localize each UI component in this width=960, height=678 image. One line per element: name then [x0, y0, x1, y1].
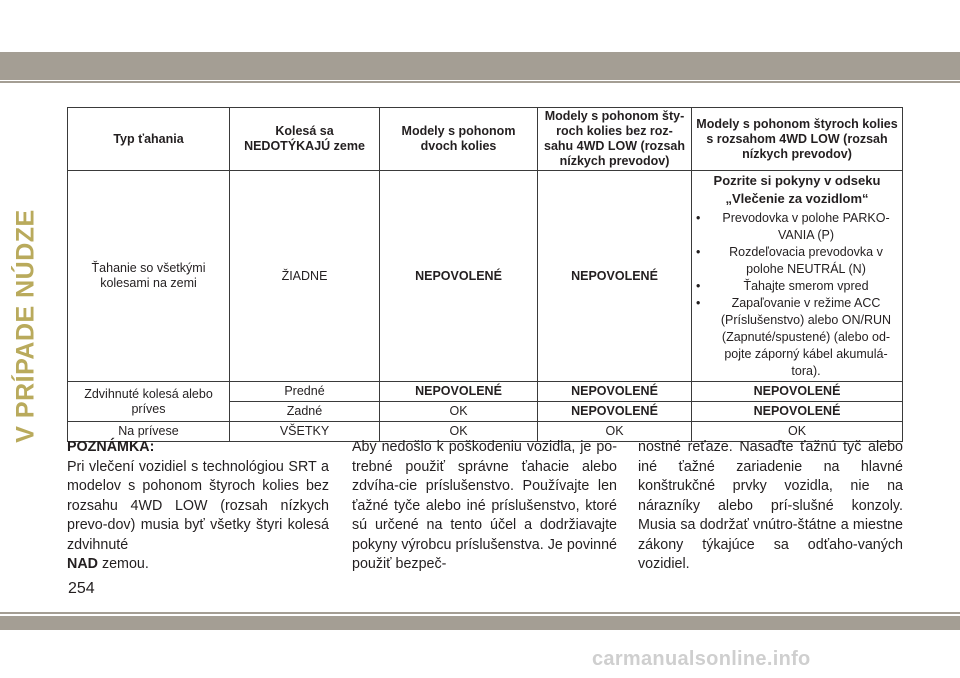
footer-rule	[0, 612, 960, 614]
table-row-ground	[68, 171, 903, 382]
cell-4wd-no-low-trailer: OK	[538, 422, 692, 442]
cell-type-trailer: Na prívese	[68, 422, 230, 442]
instruction-item: • Rozdeľovacia prevodovka v polohe NEUTRÁL (N)	[696, 244, 898, 278]
header-tow-type: Typ ťahania	[68, 108, 230, 171]
header-band	[0, 52, 960, 80]
watermark: carmanualsonline.info	[592, 648, 811, 670]
header-wheels-off-ground: Kolesá sa NEDOTÝKAJÚ zeme	[230, 108, 380, 171]
cell-wheels-front: Predné	[230, 382, 380, 402]
section-side-title-text: V PRÍPADE NÚDZE	[11, 209, 40, 443]
header-4wd-low: Modely s pohonom štyroch kolies s rozsahom 4WD LOW (rozsah nízkych prevodov)	[692, 108, 903, 171]
footer-band	[0, 616, 960, 630]
cell-4wd-low-rear: NEPOVOLENÉ	[692, 402, 903, 422]
body-paragraph-3: nostné reťaze. Nasaďte ťažnú tyč alebo iné ťažné zariadenie na hlavné konštrukčné prvky vozidla, nie na nárazníky alebo prí-slušné konzoly. Musia sa dodržať vnútro-štátne a miestne zákony týkajúce sa odťaho-vaných vozidiel.	[638, 439, 903, 572]
body-paragraph-2: Aby nedošlo k poškodeniu vozidla, je po-trebné použiť správne ťahacie alebo zdvíha-cie príslušenstvo. Používajte len ťažné tyče alebo iné príslušenstvo, ktoré sú určené na tento účel a dodržiavajte pokyny výrobcu príslušenstva. Je povinné použiť bezpeč-	[352, 439, 617, 572]
instruction-item: • Ťahajte smerom vpred	[696, 278, 898, 295]
instruction-item: • Zapaľovanie v režime ACC (Príslušenstvo) alebo ON/RUN (Zapnuté/spustené) (alebo od-pojte záporný kábel akumulá-tora).	[696, 295, 898, 380]
towing-table	[67, 107, 903, 442]
note-text-emphasis: NAD	[67, 556, 98, 572]
note-text	[67, 458, 329, 575]
page-number: 254	[68, 580, 95, 597]
instructions-title-line1: Pozrite si pokyny v odseku	[713, 173, 881, 188]
cell-wheels-ground: ŽIADNE	[230, 171, 380, 382]
note-column	[67, 438, 329, 575]
instructions-list	[696, 210, 898, 380]
cell-type-ground: Ťahanie so všetkými kolesami na zemi	[68, 171, 230, 382]
body-column-3	[638, 438, 903, 575]
instruction-item: • Prevodovka v polohe PARKO-VANIA (P)	[696, 210, 898, 244]
cell-4wd-no-low-rear: NEPOVOLENÉ	[538, 402, 692, 422]
table-row-front	[68, 382, 903, 402]
note-text-part1: Pri vlečení vozidiel s technológiou SRT a modelov s pohonom štyroch kolies bez rozsahu 4WD LOW (rozsah nízkych prevo-dov) musia byť všetky štyri kolesá zdvihnuté	[67, 458, 329, 553]
body-column-2	[352, 438, 617, 575]
note-text-part2: zemou.	[97, 556, 149, 572]
header-rule	[0, 81, 960, 83]
cell-2wd-front: NEPOVOLENÉ	[380, 382, 538, 402]
cell-4wd-low-ground-instructions	[692, 171, 903, 382]
instructions-title-line2: „Vlečenie za vozidlom“	[725, 191, 869, 206]
cell-2wd-rear: OK	[380, 402, 538, 422]
cell-4wd-no-low-ground: NEPOVOLENÉ	[538, 171, 692, 382]
note-heading: POZNÁMKA:	[67, 439, 155, 455]
header-4wd-no-low: Modely s pohonom šty-roch kolies bez roz-sahu 4WD LOW (rozsah nízkych prevodov)	[538, 108, 692, 171]
cell-wheels-rear: Zadné	[230, 402, 380, 422]
cell-2wd-trailer: OK	[380, 422, 538, 442]
cell-wheels-trailer: VŠETKY	[230, 422, 380, 442]
table-header-row	[68, 108, 903, 171]
cell-4wd-low-front: NEPOVOLENÉ	[692, 382, 903, 402]
cell-2wd-ground: NEPOVOLENÉ	[380, 171, 538, 382]
cell-4wd-no-low-front: NEPOVOLENÉ	[538, 382, 692, 402]
header-2wd: Modely s pohonom dvoch kolies	[380, 108, 538, 171]
cell-4wd-low-trailer: OK	[692, 422, 903, 442]
cell-type-lifted: Zdvihnuté kolesá alebo príves	[68, 382, 230, 422]
